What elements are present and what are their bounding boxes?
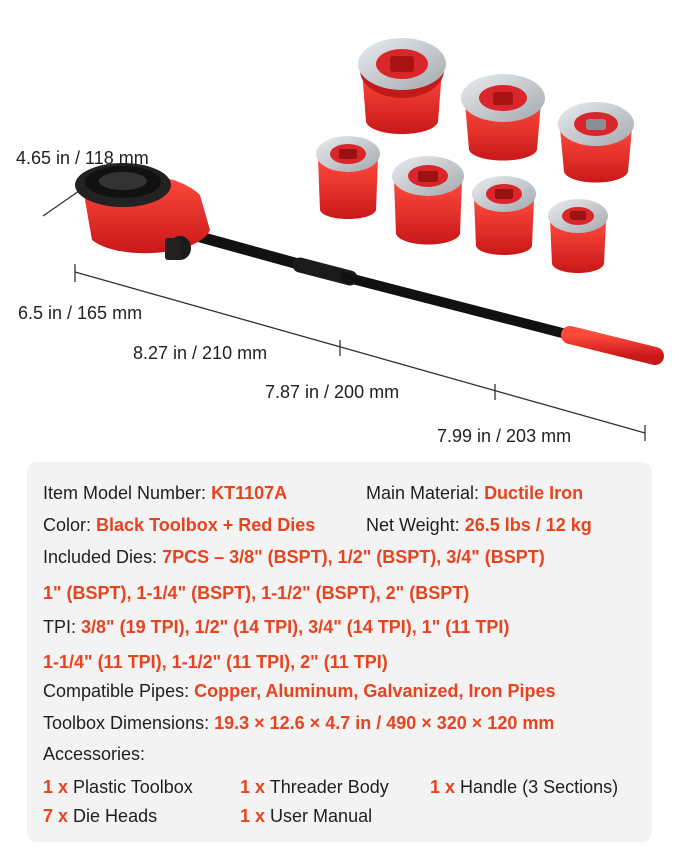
accessory-item xyxy=(240,806,372,827)
material-label: Main Material: xyxy=(366,483,480,503)
toolbox-row xyxy=(43,713,554,734)
accessory-item xyxy=(430,777,618,798)
tpi-value-1: 3/8" (19 TPI), 1/2" (14 TPI), 3/4" (14 TPI), 1" (11 TPI) xyxy=(81,617,510,637)
dimension-label-head: 6.5 in / 165 mm xyxy=(18,303,143,323)
weight-row xyxy=(366,515,592,536)
toolbox-value: 19.3 × 12.6 × 4.7 in / 490 × 320 × 120 mm xyxy=(214,713,555,733)
toolbox-label: Toolbox Dimensions: xyxy=(43,713,210,733)
model-row xyxy=(43,483,287,504)
weight-value: 26.5 lbs / 12 kg xyxy=(464,515,592,535)
accessory-qty: 1 x xyxy=(240,777,266,797)
accessory-qty: 1 x xyxy=(430,777,456,797)
material-value: Ductile Iron xyxy=(484,483,584,503)
pipes-row xyxy=(43,681,556,702)
pipes-value: Copper, Aluminum, Galvanized, Iron Pipes xyxy=(194,681,556,701)
color-value: Black Toolbox + Red Dies xyxy=(96,515,316,535)
accessory-qty: 1 x xyxy=(43,777,69,797)
dies-label: Included Dies: xyxy=(43,547,158,567)
model-label: Item Model Number: xyxy=(43,483,207,503)
color-row xyxy=(43,515,315,536)
model-value: KT1107A xyxy=(211,483,288,503)
dimension-label-section-1: 8.27 in / 210 mm xyxy=(133,343,268,363)
ratchet-head xyxy=(75,163,210,260)
accessory-name: Plastic Toolbox xyxy=(73,777,193,797)
dimension-label-section-2: 7.87 in / 200 mm xyxy=(265,382,400,402)
weight-label: Net Weight: xyxy=(366,515,460,535)
tpi-label: TPI: xyxy=(43,617,77,637)
accessory-item xyxy=(43,806,157,827)
die-heads xyxy=(316,38,634,273)
tpi-value-2: 1-1/4" (11 TPI), 1-1/2" (11 TPI), 2" (11 TPI) xyxy=(43,652,388,672)
accessory-qty: 1 x xyxy=(240,806,266,826)
accessory-name: Die Heads xyxy=(73,806,158,826)
tpi-row-2 xyxy=(43,652,388,673)
dies-row-2 xyxy=(43,583,469,604)
dimension-label-section-3: 7.99 in / 203 mm xyxy=(437,426,572,446)
dies-value-1: 7PCS – 3/8" (BSPT), 1/2" (BSPT), 3/4" (BSPT) xyxy=(162,547,545,567)
accessories-row xyxy=(43,744,145,765)
accessory-name: Threader Body xyxy=(269,777,389,797)
color-label: Color: xyxy=(43,515,92,535)
dies-row xyxy=(43,547,545,568)
tpi-row xyxy=(43,617,509,638)
accessory-name: Handle (3 Sections) xyxy=(460,777,619,797)
dies-value-2: 1" (BSPT), 1-1/4" (BSPT), 1-1/2" (BSPT), 2" (BSPT) xyxy=(43,583,470,603)
dimension-label-width: 4.65 in / 118 mm xyxy=(16,148,149,168)
pipes-label: Compatible Pipes: xyxy=(43,681,190,701)
material-row xyxy=(366,483,583,504)
accessory-qty: 7 x xyxy=(43,806,69,826)
accessory-item xyxy=(43,777,193,798)
accessories-label: Accessories: xyxy=(43,744,146,764)
accessory-item xyxy=(240,777,389,798)
accessory-name: User Manual xyxy=(270,806,373,826)
